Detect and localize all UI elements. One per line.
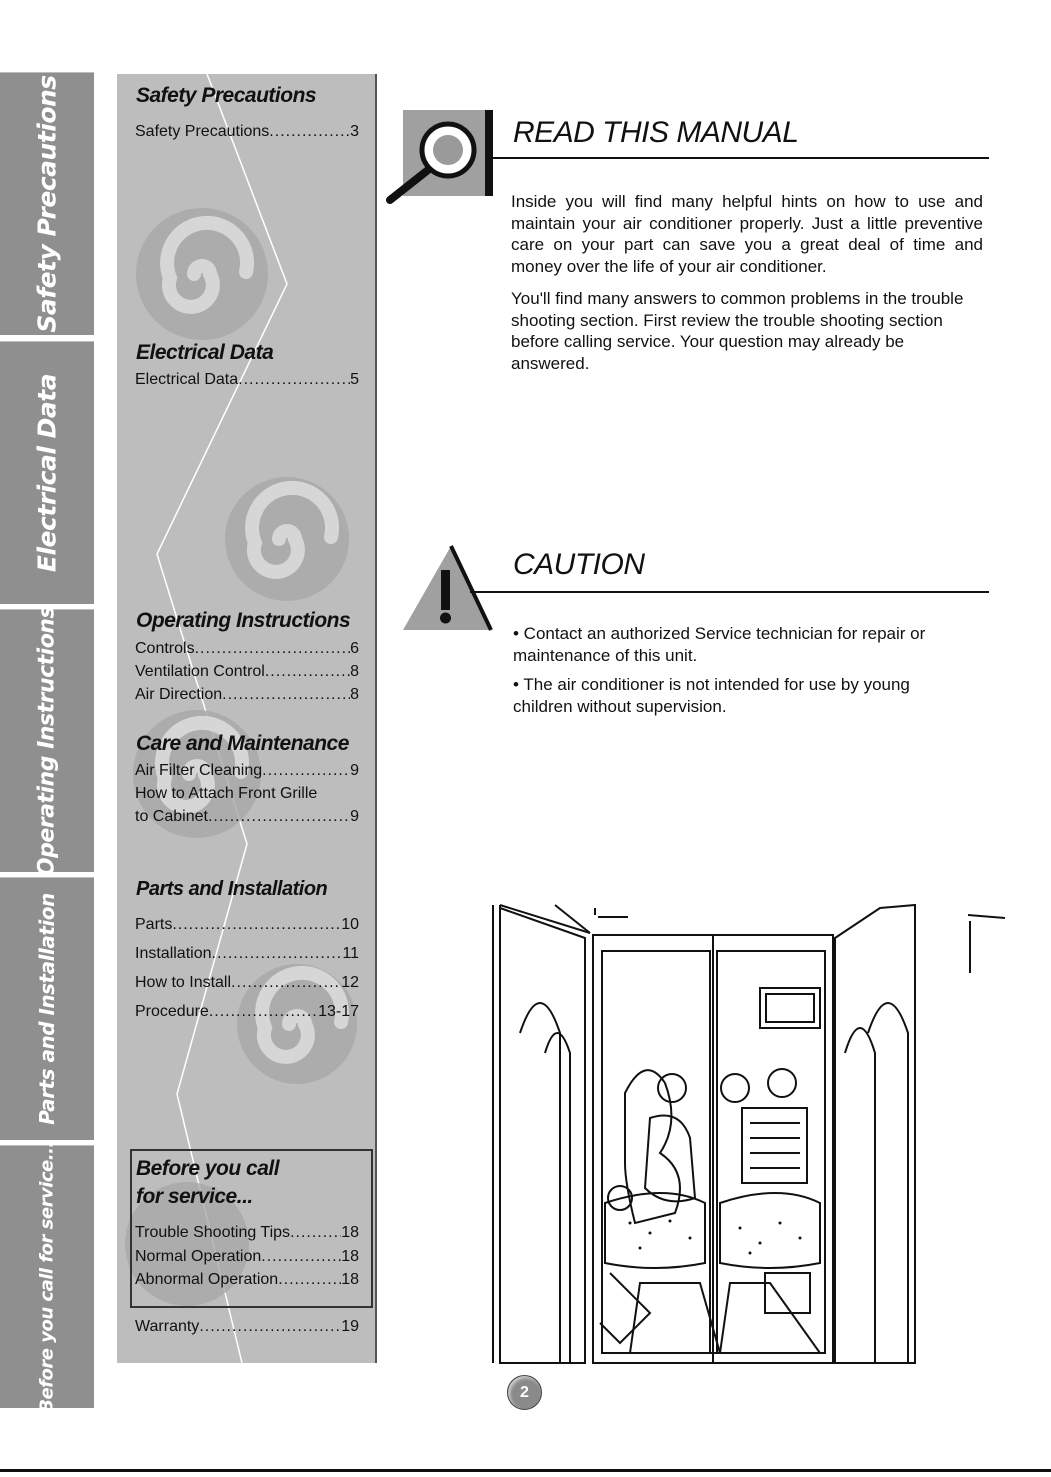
toc-entry[interactable]: Abnormal Operation 18 ..... <box>135 1271 359 1289</box>
service-box-title: Before you call <box>136 1157 280 1180</box>
read-manual-heading: READ THIS MANUAL <box>513 116 799 149</box>
table-of-contents <box>117 74 377 1363</box>
toc-entry[interactable]: Controls 6 ..... <box>135 640 359 658</box>
toc-entry[interactable]: Procedure 13-17 ..... <box>135 1003 359 1021</box>
caution-heading: CAUTION <box>513 548 645 581</box>
read-manual-paragraph: Inside you will find many helpful hints on how to use and maintain your air conditioner properly. Just a little preventive care on your part can save you a great deal of time and money over the life of your air conditioner. <box>511 192 983 276</box>
read-manual-paragraph: You'll find many answers to common problems in the trouble shooting section. First review the trouble shooting section before calling service. Your question may already be answered. <box>511 289 964 373</box>
toc-entry[interactable]: How to Attach Front Grille <box>135 785 318 802</box>
tab-before-you-call[interactable] <box>0 1141 94 1413</box>
toc-section-title: Safety Precautions <box>136 84 317 107</box>
toc-entry[interactable]: Ventilation Control 8 ..... <box>135 663 359 681</box>
magnifying-glass-icon <box>386 108 498 204</box>
toc-entry[interactable]: to Cabinet 9 ..... <box>135 808 359 826</box>
tab-label: Before you call for service... <box>36 1141 58 1413</box>
warning-triangle-icon <box>401 542 493 634</box>
toc-entry-warranty[interactable]: Warranty 19 ..... <box>135 1318 359 1336</box>
toc-entry[interactable]: Parts 10 ..... <box>135 916 359 934</box>
toc-section-title: Electrical Data <box>136 341 274 364</box>
tab-label: Safety Precautions <box>32 75 62 333</box>
toc-entry[interactable]: Electrical Data 5 ..... <box>135 371 359 389</box>
tab-operating-instructions[interactable] <box>0 605 94 877</box>
caution-rule <box>470 591 989 593</box>
tab-parts-and-installation[interactable] <box>0 877 94 1140</box>
toc-entry[interactable]: Air Direction 8 ..... <box>135 686 359 704</box>
page-bottom-rule <box>0 1469 1051 1472</box>
tab-label: Electrical Data <box>32 373 62 573</box>
service-box-title: for service... <box>136 1185 253 1208</box>
toc-entry[interactable]: Trouble Shooting Tips 18 ..... <box>135 1224 359 1242</box>
toc-entry[interactable]: Air Filter Cleaning 9 ..... <box>135 762 359 780</box>
caution-bullet: • The air conditioner is not intended for use by young children without supervision. <box>513 675 910 716</box>
page-number-badge: 2 <box>507 1375 542 1410</box>
toc-section-title: Parts and Installation <box>136 878 328 900</box>
tab-safety-precautions[interactable] <box>0 72 94 335</box>
toc-entry[interactable]: Normal Operation 18 ..... <box>135 1248 359 1266</box>
tab-label: Parts and Installation <box>35 893 59 1125</box>
tab-electrical-data[interactable] <box>0 341 94 604</box>
caution-bullet: • Contact an authorized Service technician for repair or maintenance of this unit. <box>513 624 926 665</box>
toc-entry[interactable]: Installation 11 ..... <box>135 945 359 963</box>
family-window-illustration <box>490 903 1005 1365</box>
read-manual-rule <box>490 157 989 159</box>
tab-label: Operating Instructions <box>34 605 60 877</box>
toc-entry[interactable]: Safety Precautions 3 ..... <box>135 123 359 141</box>
toc-entry[interactable]: How to Install 12 ..... <box>135 974 359 992</box>
toc-section-title: Care and Maintenance <box>136 732 349 755</box>
toc-section-title: Operating Instructions <box>136 609 351 632</box>
